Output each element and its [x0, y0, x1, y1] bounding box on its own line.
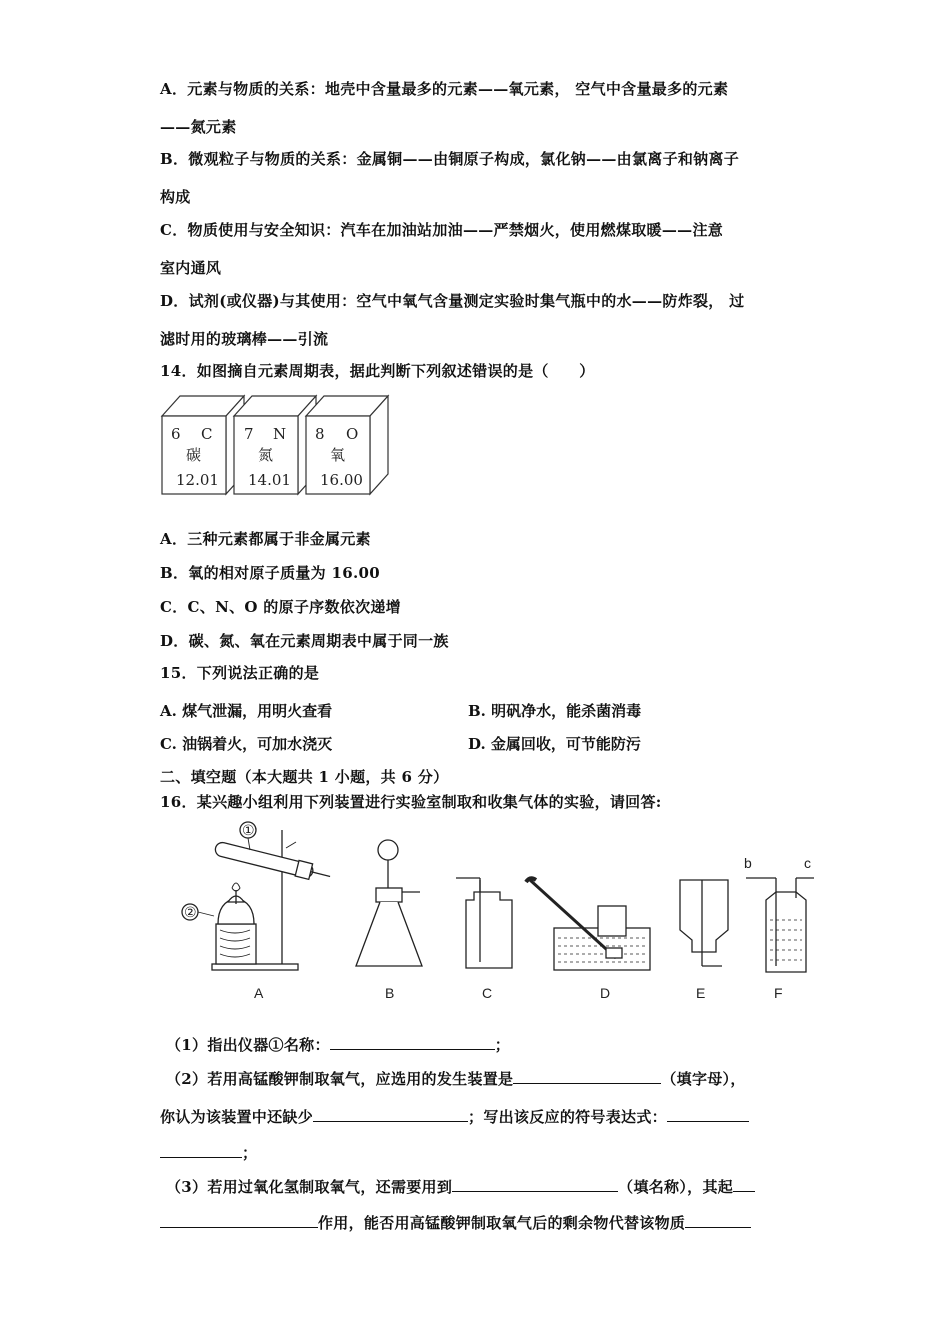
label-f: F	[774, 985, 783, 1001]
tile-symbol: O	[346, 425, 359, 443]
apparatus-b	[356, 840, 422, 966]
answer-blank-6[interactable]	[733, 1176, 755, 1192]
q16-part3-prompt: （3）若用过氧化氢制取氧气，还需要用到	[166, 1178, 453, 1196]
answer-blank-4[interactable]	[667, 1106, 749, 1122]
answer-blank-2[interactable]	[513, 1068, 661, 1084]
q14-option-a: A．三种元素都属于非金属元素	[160, 530, 371, 548]
apparatus-a	[182, 822, 332, 970]
q14-option-d: D．碳、氮、氧在元素周期表中属于同一族	[160, 632, 449, 650]
tile-symbol: C	[201, 425, 213, 443]
lab-apparatus-figure	[170, 820, 820, 1005]
label-c: C	[482, 985, 493, 1001]
q16-part2-prompt: （2）若用高锰酸钾制取氧气，应选用的发生装置是	[166, 1070, 514, 1088]
q13-option-b-line1: B．微观粒子与物质的关系：金属铜——由铜原子构成，氯化钠——由氯离子和钠离子	[160, 150, 740, 168]
q16-part3-line1	[166, 1176, 755, 1197]
tile-name: 氧	[330, 446, 346, 464]
element-tile-nitrogen	[234, 396, 316, 494]
q15-option-a: A. 煤气泄漏，用明火查看	[160, 702, 333, 720]
q13-option-c-line2: 室内通风	[160, 259, 222, 277]
periodic-table-tiles	[160, 392, 392, 496]
q13-option-c-line1: C．物质使用与安全知识：汽车在加油站加油——严禁烟火，使用燃煤取暖——注意	[160, 221, 724, 239]
label-a: A	[254, 985, 264, 1001]
q16-part2-end: ；	[242, 1144, 258, 1162]
tile-name: 碳	[186, 446, 202, 464]
q16-part2-line3	[160, 1142, 257, 1163]
q15-stem: 15．下列说法正确的是	[160, 664, 320, 682]
apparatus-f	[744, 855, 814, 972]
q15-option-b: B. 明矾净水，能杀菌消毒	[468, 702, 642, 720]
tile-mass: 16.00	[320, 471, 363, 489]
tile-symbol: N	[273, 425, 287, 443]
marker-2: ②	[184, 904, 197, 920]
q16-part1-end: ；	[494, 1036, 511, 1054]
q16-part3-line2	[160, 1212, 751, 1233]
answer-blank-7[interactable]	[685, 1212, 751, 1228]
q13-option-b-line2: 构成	[160, 188, 191, 206]
q16-stem: 16．某兴趣小组利用下列装置进行实验室制取和收集气体的实验，请回答:	[160, 793, 662, 811]
marker-1: ①	[242, 822, 255, 838]
q13-option-a-line1: A．元素与物质的关系：地壳中含量最多的元素——氧元素， 空气中含量最多的元素	[160, 80, 729, 98]
q16-part1-prompt: （1）指出仪器①名称：	[166, 1036, 330, 1054]
section-2-heading: 二、填空题（本大题共 1 小题，共 6 分）	[160, 768, 449, 786]
q16-part2-line1	[166, 1068, 746, 1089]
q16-part2-line2	[160, 1106, 749, 1127]
tile-name: 氮	[258, 446, 274, 464]
q13-option-d-line2: 滤时用的玻璃棒——引流	[160, 330, 329, 348]
q15-option-d: D. 金属回收，可节能防污	[468, 735, 641, 753]
element-tile-oxygen	[306, 396, 388, 494]
tile-mass: 14.01	[248, 471, 291, 489]
tile-mass: 12.01	[176, 471, 219, 489]
answer-blank-1[interactable]	[330, 1034, 495, 1050]
q16-part1	[166, 1034, 510, 1055]
apparatus-d	[526, 878, 650, 970]
port-c-label: c	[804, 855, 811, 871]
q13-option-d-line1: D．试剂(或仪器)与其使用：空气中氧气含量测定实验时集气瓶中的水——防炸裂， 过	[160, 292, 745, 310]
label-b: B	[385, 985, 395, 1001]
element-tile-carbon	[162, 396, 244, 494]
answer-blank-4-continued[interactable]	[160, 1142, 242, 1158]
q16-part3-role-prompt: 作用，能否用高锰酸钾制取氧气后的剩余物代替该物质	[318, 1214, 686, 1232]
label-d: D	[600, 985, 611, 1001]
tile-number: 6	[171, 425, 181, 443]
apparatus-e	[680, 880, 728, 966]
port-b-label: b	[744, 855, 752, 871]
label-e: E	[696, 985, 706, 1001]
tile-number: 7	[244, 425, 254, 443]
tile-number: 8	[315, 425, 325, 443]
q14-option-c: C．C、N、O 的原子序数依次递增	[160, 598, 401, 616]
q16-part2-missing-prompt: 你认为该装置中还缺少	[160, 1108, 314, 1126]
q15-option-c: C. 油锅着火，可加水浇灭	[160, 735, 333, 753]
apparatus-c	[456, 878, 512, 968]
q16-part2-equation-prompt: ；写出该反应的符号表达式：	[468, 1108, 667, 1126]
q13-option-a-line2: ——氮元素	[160, 118, 237, 136]
answer-blank-6-continued[interactable]	[160, 1212, 318, 1228]
answer-blank-3[interactable]	[313, 1106, 468, 1122]
q14-stem: 14．如图摘自元素周期表，据此判断下列叙述错误的是（ ）	[160, 362, 595, 380]
q16-part3-suffix: （填名称），其起	[618, 1178, 734, 1196]
answer-blank-5[interactable]	[452, 1176, 618, 1192]
q16-part2-suffix: （填字母），	[661, 1070, 746, 1088]
q14-option-b: B．氧的相对原子质量为 16.00	[160, 564, 380, 582]
